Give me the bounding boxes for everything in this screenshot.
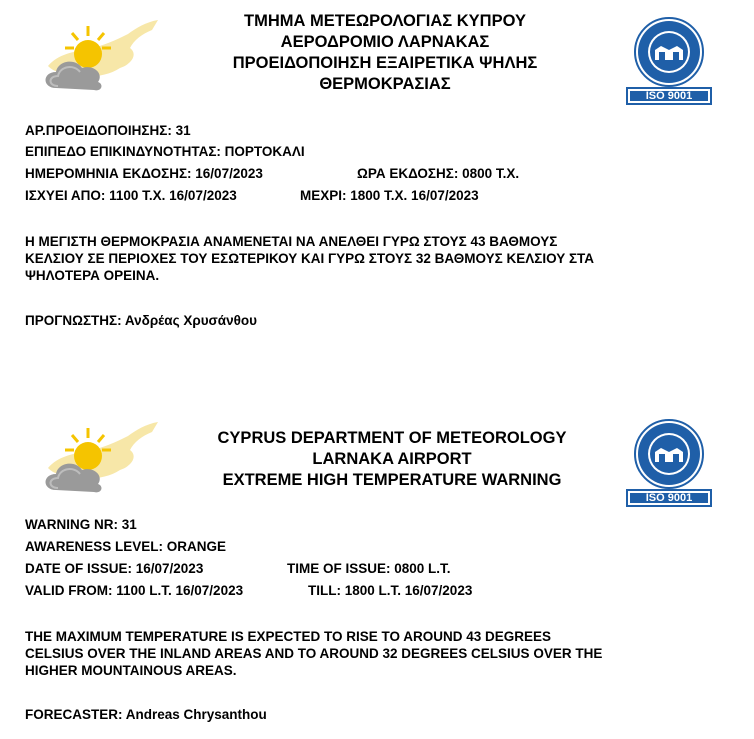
forecaster xyxy=(25,313,257,329)
header-line: ΠΡΟΕΙΔΟΠΟΙΗΣΗ ΕΞΑΙΡΕΤΙΚΑ ΨΗΛΗΣ xyxy=(232,54,538,72)
date-of-issue: ΗΜΕΡΟΜΗΝΙΑ ΕΚΔΟΣΗΣ: 16/07/2023 xyxy=(25,166,263,181)
iso-certification-icon xyxy=(625,418,713,508)
page-title xyxy=(165,11,605,95)
awareness-level: AWARENESS LEVEL: ORANGE xyxy=(25,539,227,554)
forecaster xyxy=(25,707,267,723)
date-of-issue: DATE OF ISSUE: 16/07/2023 xyxy=(25,561,204,576)
header-line: ΘΕΡΜΟΚΡΑΣΙΑΣ xyxy=(319,75,451,93)
iso-certification-icon xyxy=(625,16,713,106)
header-line: LARNAKA AIRPORT xyxy=(312,450,472,468)
iso-label: ISO 9001 xyxy=(645,492,693,504)
text-line: HIGHER MOUNTAINOUS AREAS. xyxy=(25,663,237,678)
warning-number: ΑΡ.ΠΡΟΕΙΔΟΠΟΙΗΣΗΣ: 31 xyxy=(25,123,191,138)
header-line: ΑΕΡΟΔΡΟΜΙΟ ΛΑΡΝΑΚΑΣ xyxy=(280,33,490,51)
valid-from: VALID FROM: 1100 L.T. 16/07/2023 xyxy=(25,583,244,598)
weather-logo-icon xyxy=(28,418,163,500)
forecaster-label: ΠΡΟΓΝΩΣΤΗΣ: xyxy=(25,313,122,328)
warning-number: WARNING NR: 31 xyxy=(25,517,137,532)
text-line: ΨΗΛΟΤΕΡΑ ΟΡΕΙΝΑ. xyxy=(25,268,160,283)
awareness-level: ΕΠΙΠΕΔΟ ΕΠΙΚΙΝΔΥΝΟΤΗΤΑΣ: ΠΟΡΤΟΚΑΛΙ xyxy=(25,144,305,159)
page-title xyxy=(172,428,612,491)
warning-text xyxy=(25,233,725,284)
forecaster-name: Andreas Chrysanthou xyxy=(125,707,267,722)
forecaster-label: FORECASTER: xyxy=(25,707,123,722)
warning-text xyxy=(25,628,725,679)
valid-till: ΜΕΧΡΙ: 1800 Τ.Χ. 16/07/2023 xyxy=(300,188,479,203)
time-of-issue: TIME OF ISSUE: 0800 L.T. xyxy=(287,561,451,576)
time-of-issue: ΩΡΑ ΕΚΔΟΣΗΣ: 0800 Τ.Χ. xyxy=(357,166,520,181)
forecaster-name: Ανδρέας Χρυσάνθου xyxy=(124,313,258,328)
header-line: EXTREME HIGH TEMPERATURE WARNING xyxy=(222,471,562,489)
header-line: CYPRUS DEPARTMENT OF METEOROLOGY xyxy=(217,429,567,447)
text-line: Η ΜΕΓΙΣΤΗ ΘΕΡΜΟΚΡΑΣΙΑ ΑΝΑΜΕΝΕΤΑΙ ΝΑ ΑΝΕΛΘΕΙ ΓΥΡΩ ΣΤΟΥΣ 43 ΒΑΘΜΟΥΣ xyxy=(25,234,558,249)
valid-till: TILL: 1800 L.T. 16/07/2023 xyxy=(308,583,473,598)
header-line: ΤΜΗΜΑ ΜΕΤΕΩΡΟΛΟΓΙΑΣ ΚΥΠΡΟΥ xyxy=(244,12,526,30)
valid-from: ΙΣΧΥΕΙ ΑΠΟ: 1100 Τ.Χ. 16/07/2023 xyxy=(25,188,237,203)
weather-logo-icon xyxy=(28,16,163,98)
text-line: THE MAXIMUM TEMPERATURE IS EXPECTED TO RISE TO AROUND 43 DEGREES xyxy=(25,629,552,644)
text-line: ΚΕΛΣΙΟΥ ΣΕ ΠΕΡΙΟΧΕΣ ΤΟΥ ΕΣΩΤΕΡΙΚΟΥ ΚΑΙ ΓΥΡΩ ΣΤΟΥΣ 32 ΒΑΘΜΟΥΣ ΚΕΛΣΙΟΥ ΣΤΑ xyxy=(25,251,595,266)
iso-label: ISO 9001 xyxy=(645,90,693,102)
text-line: CELSIUS OVER THE INLAND AREAS AND TO AROUND 32 DEGREES CELSIUS OVER THE xyxy=(25,646,603,661)
